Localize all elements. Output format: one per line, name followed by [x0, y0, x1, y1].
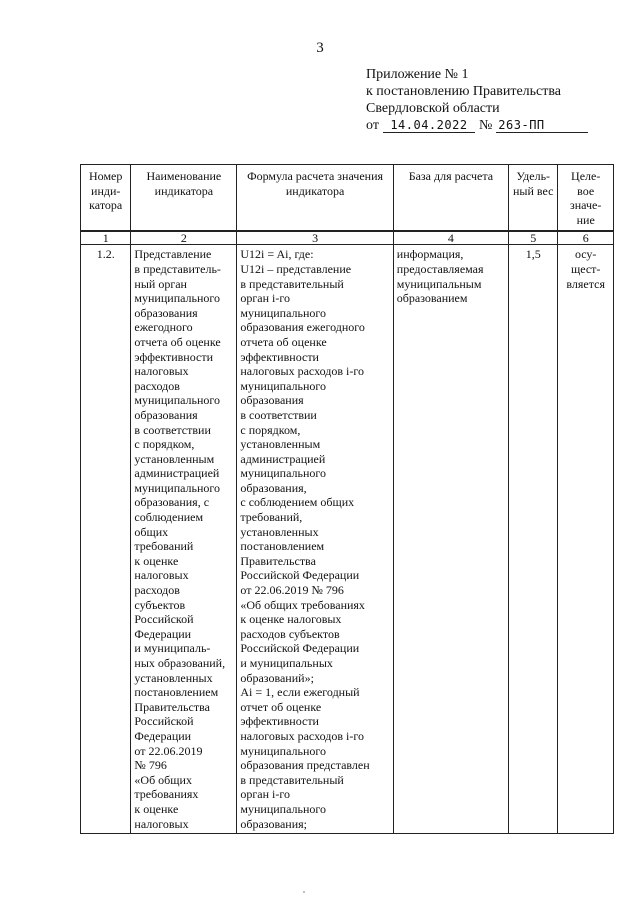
indicator-target-line: осу- [574, 247, 597, 262]
appendix-decree-line: к постановлению Правительства [366, 84, 562, 99]
indicator-formula-line: U12i – представление [240, 261, 352, 276]
indicator-base-line: информация, [396, 247, 464, 262]
indicator-target-line: вляется [566, 276, 605, 291]
indicator-target-line: щест- [570, 261, 601, 276]
header-name: Наименование индикатора [131, 165, 237, 231]
indicator-formula-line: муниципального [240, 305, 327, 320]
indicator-formula-line: муниципального [240, 801, 327, 816]
indicator-name-line: соблюдением [134, 510, 204, 525]
appendix-header [366, 66, 626, 134]
indicator-formula-line: отчета об оценке [240, 334, 327, 349]
indicator-formula-line: от 22.06.2019 № 796 [240, 583, 344, 598]
indicator-name-line: от 22.06.2019 [134, 743, 203, 758]
indicator-name-line: муниципального [134, 480, 221, 495]
indicator-name-line: образования [134, 407, 198, 422]
indicator-base-line: образованием [396, 291, 468, 306]
indicator-formula [237, 245, 393, 834]
indicator-name-line: муниципального [134, 393, 221, 408]
indicator-name-line: ный орган [134, 276, 187, 291]
indicator-name-line: налоговых [134, 816, 189, 831]
indicator-name-line: Российской [134, 612, 194, 627]
indicator-name-line: к оценке [134, 801, 179, 816]
indicator-target [558, 245, 614, 834]
column-number: 3 [237, 232, 393, 245]
indicator-formula-line: с порядком, [240, 422, 301, 437]
indicator-name-line: Представление [134, 247, 212, 262]
column-number: 1 [81, 232, 131, 245]
indicator-base-line: муниципальным [396, 276, 482, 291]
indicator-formula-line: налоговых расходов i-го [240, 364, 364, 379]
indicator-name-line: Правительства [134, 699, 210, 714]
indicator-formula-line: налоговых расходов i-го [240, 728, 364, 743]
indicator-name-line: эффективности [134, 349, 214, 364]
indicator-name-line: расходов [134, 378, 180, 393]
decree-number: 263-ПП [496, 118, 588, 133]
column-number: 5 [509, 232, 558, 245]
indicator-name-line: расходов [134, 583, 180, 598]
number-prefix: № [478, 118, 493, 133]
indicator-formula-line: Российской Федерации [240, 568, 360, 583]
indicator-formula-line: эффективности [240, 349, 319, 364]
indicator-name-line: и муниципаль- [134, 641, 211, 656]
appendix-title: Приложение № 1 [366, 67, 469, 82]
indicator-formula-line: образования; [240, 816, 308, 831]
indicator-name-line: налоговых [134, 364, 189, 379]
date-prefix: от [366, 118, 379, 133]
indicator-formula-line: U12i = Ai, где: [240, 247, 314, 262]
header-base: База для расчета [393, 165, 508, 231]
indicator-formula-line: образования представлен [240, 758, 370, 773]
indicator-formula-line: муниципального [240, 378, 327, 393]
table-row [81, 245, 614, 834]
appendix-region-line: Свердловской области [366, 101, 500, 116]
indicator-formula-line: администрацией [240, 451, 326, 466]
column-number-row [81, 232, 614, 245]
indicator-formula-line: «Об общих требованиях [240, 597, 365, 612]
indicator-formula-line: с соблюдением общих [240, 495, 355, 510]
page-number: 3 [316, 40, 324, 56]
indicator-formula-line: Ai = 1, если ежегодный [240, 685, 360, 700]
indicator-formula-line: эффективности [240, 714, 319, 729]
indicator-table [80, 164, 614, 834]
indicator-formula-line: орган i-го [240, 291, 290, 306]
indicator-formula-line: Правительства [240, 553, 316, 568]
indicator-formula-line: образований»; [240, 670, 314, 685]
indicator-name-line: общих [134, 524, 169, 539]
indicator-formula-line: Российской Федерации [240, 641, 360, 656]
indicator-weight: 1,5 [509, 245, 558, 834]
indicator-formula-line: образования, [240, 480, 307, 495]
indicator-name-line: отчета об оценке [134, 334, 221, 349]
indicator-name-line: к оценке [134, 553, 179, 568]
indicator-formula-line: муниципального [240, 466, 327, 481]
indicator-formula-line: орган i-го [240, 787, 290, 802]
decree-date: 14.04.2022 [383, 118, 475, 133]
column-number: 4 [393, 232, 508, 245]
indicator-name-line: № 796 [134, 758, 167, 773]
header-number: Номер инди- катора [81, 165, 131, 231]
indicator-formula-line: требований, [240, 510, 303, 525]
indicator-name-line: Российской [134, 714, 194, 729]
indicator-formula-line: установленным [240, 437, 321, 452]
indicator-name-line: образования [134, 305, 198, 320]
header-target: Целе- вое значе- ние [558, 165, 614, 231]
indicator-formula-line: установленных [240, 524, 319, 539]
indicator-formula-line: в представительный [240, 772, 344, 787]
indicator-name-line: ежегодного [134, 320, 193, 335]
indicator-formula-line: к оценке налоговых [240, 612, 342, 627]
indicator-name-line: субъектов [134, 597, 186, 612]
indicator-formula-line: в представительный [240, 276, 344, 291]
indicator-number: 1.2. [81, 245, 131, 834]
indicator-name-line: образования, с [134, 495, 210, 510]
indicator-name-line: «Об общих [134, 772, 192, 787]
indicator-formula-line: отчет об оценке [240, 699, 322, 714]
column-number: 6 [558, 232, 614, 245]
indicator-name-line: ных образований, [134, 656, 226, 670]
header-formula: Формула расчета значения индикатора [237, 165, 393, 231]
table-header-row [81, 165, 614, 231]
indicator-formula-line: образования [240, 393, 304, 408]
indicator-name-line: Федерации [134, 626, 192, 641]
column-number: 2 [131, 232, 237, 245]
indicator-name-line: установленных [134, 670, 213, 685]
indicator-formula-line: муниципального [240, 743, 327, 758]
indicator-name-line: с порядком, [134, 437, 195, 452]
indicator-name-line: администрацией [134, 466, 220, 481]
indicator-name-line: муниципального [134, 291, 221, 306]
indicator-formula-line: расходов субъектов [240, 626, 340, 641]
indicator-formula-line: в соответствии [240, 407, 317, 422]
indicator-formula-line: и муниципальных [240, 656, 333, 670]
indicator-name-line: установленным [134, 451, 215, 466]
indicator-name-line: постановлением [134, 685, 219, 700]
indicator-name [131, 245, 237, 834]
indicator-name-line: Федерации [134, 728, 192, 743]
indicator-name-line: требований [134, 539, 194, 554]
indicator-name-line: в соответствии [134, 422, 211, 437]
indicator-name-line: требованиях [134, 787, 199, 802]
indicator-name-line: налоговых [134, 568, 189, 583]
indicator-base-line: предоставляемая [396, 261, 484, 276]
scan-mark [300, 889, 340, 895]
indicator-name-line: в представитель- [134, 261, 221, 276]
indicator-formula-line: постановлением [240, 539, 325, 554]
header-weight: Удель- ный вес [509, 165, 558, 231]
indicator-base [393, 245, 508, 834]
indicator-formula-line: образования ежегодного [240, 320, 365, 335]
decree-date-number-line [366, 117, 626, 134]
